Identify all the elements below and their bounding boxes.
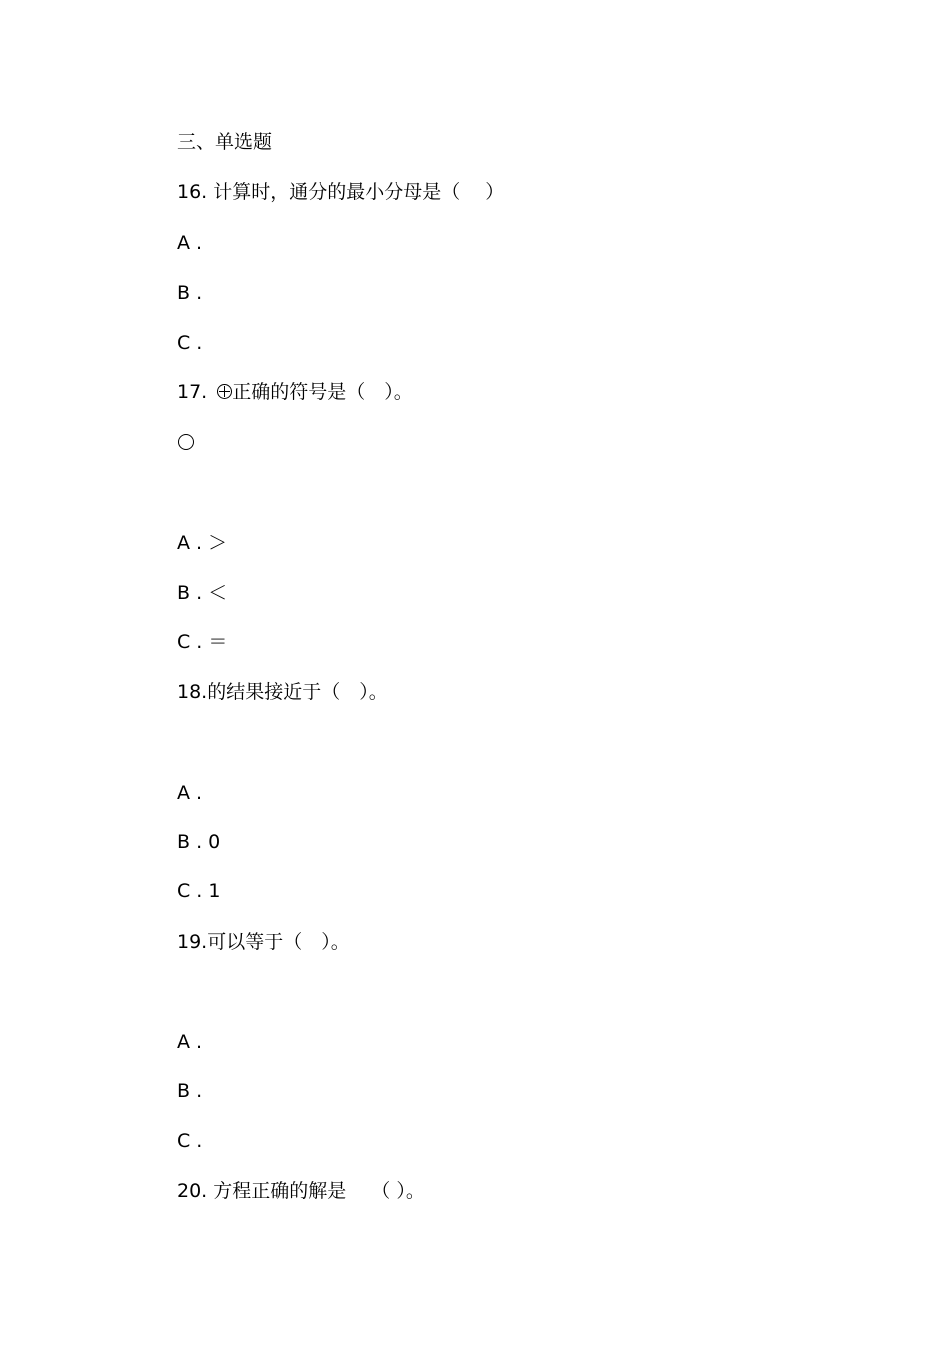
question-19-stem: 19.可以等于（ ）。 — [177, 931, 350, 953]
question-17-stem-text: 正确的符号是（ ）。 — [232, 381, 413, 403]
question-16-option-a: A . — [177, 232, 203, 254]
question-17-option-a: A . ＞ — [177, 532, 228, 554]
question-17-option-b: B . ＜ — [177, 582, 228, 604]
question-19-option-b: B . — [177, 1080, 203, 1102]
question-17-number: 17. — [177, 381, 208, 403]
question-19-option-c: C . — [177, 1130, 203, 1152]
question-19-option-a: A . — [177, 1031, 203, 1053]
question-18-option-a: A . — [177, 782, 203, 804]
question-16-stem: 16. 计算时，通分的最小分母是（ ） — [177, 181, 505, 203]
section-title: 三、单选题 — [177, 131, 273, 153]
circle-plus-icon — [217, 384, 232, 399]
question-18-option-b: B . 0 — [177, 831, 221, 853]
circle-icon — [178, 434, 194, 450]
question-20-stem: 20. 方程正确的解是 （ ）。 — [177, 1180, 425, 1202]
question-16-option-c: C . — [177, 332, 203, 354]
question-16-option-b: B . — [177, 282, 203, 304]
question-17-stem — [177, 380, 413, 404]
question-18-stem: 18.的结果接近于（ ）。 — [177, 681, 388, 703]
question-17-option-c: C . ＝ — [177, 631, 228, 653]
question-18-option-c: C . 1 — [177, 880, 221, 902]
